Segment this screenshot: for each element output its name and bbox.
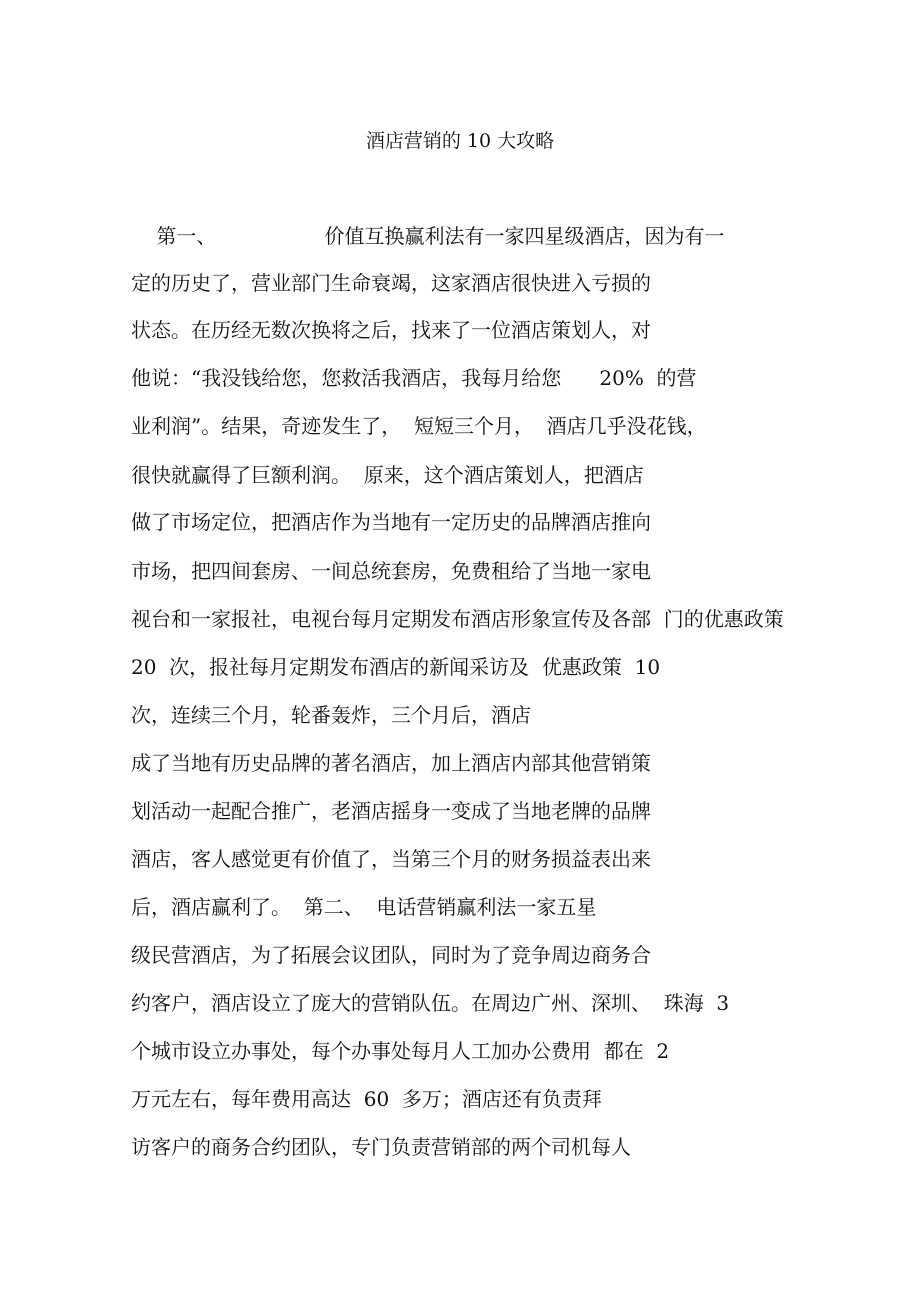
paragraph-line: 后，酒店赢利了。 第二、 电话营销赢利法一家五星 bbox=[131, 895, 597, 919]
paragraph-line: 业利润”。结果，奇迹发生了， 短短三个月， 酒店几乎没花钱， bbox=[131, 414, 707, 438]
document-title: 酒店营销的 10 大攻略 bbox=[365, 130, 555, 152]
paragraph-line: 访客户的商务合约团队，专门负责营销部的两个司机每人 bbox=[131, 1135, 631, 1159]
paragraph-line: 级民营酒店，为了拓展会议团队，同时为了竞争周边商务合 bbox=[131, 943, 651, 967]
paragraph-line: 视台和一家报社，电视台每月定期发布酒店形象宣传及各部 门的优惠政策 bbox=[131, 607, 784, 631]
paragraph-line: 个城市设立办事处，每个办事处每月人工加办公费用 都在 2 bbox=[131, 1039, 670, 1063]
paragraph-line: 划活动一起配合推广，老酒店摇身一变成了当地老牌的品牌 bbox=[131, 799, 651, 823]
paragraph-line: 他说：“我没钱给您，您救活我酒店，我每月给您 20% 的营 bbox=[131, 366, 697, 390]
paragraph-line: 第一、 价值互换赢利法有一家四星级酒店，因为有一 bbox=[131, 224, 725, 248]
paragraph-line: 市场，把四间套房、一间总统套房，免费租给了当地一家电 bbox=[131, 559, 651, 583]
paragraph-line: 很快就赢得了巨额利润。 原来，这个酒店策划人，把酒店 bbox=[131, 463, 644, 487]
paragraph-line: 约客户，酒店设立了庞大的营销队伍。在周边广州、深圳、 珠海 3 bbox=[131, 991, 730, 1015]
paragraph-line: 20 次，报社每月定期发布酒店的新闻采访及 优惠政策 10 bbox=[131, 655, 661, 679]
paragraph-line: 状态。在历经无数次换将之后，找来了一位酒店策划人，对 bbox=[131, 318, 651, 342]
paragraph-line: 酒店，客人感觉更有价值了，当第三个月的财务损益表出来 bbox=[131, 847, 651, 871]
paragraph-line: 万元左右，每年费用高达 60 多万；酒店还有负责拜 bbox=[131, 1087, 602, 1111]
paragraph-line: 定的历史了，营业部门生命衰竭，这家酒店很快进入亏损的 bbox=[131, 271, 651, 295]
paragraph-line: 次，连续三个月，轮番轰炸，三个月后，酒店 bbox=[131, 703, 531, 727]
paragraph-line: 成了当地有历史品牌的著名酒店，加上酒店内部其他营销策 bbox=[131, 751, 651, 775]
paragraph-line: 做了市场定位，把酒店作为当地有一定历史的品牌酒店推向 bbox=[131, 510, 651, 534]
